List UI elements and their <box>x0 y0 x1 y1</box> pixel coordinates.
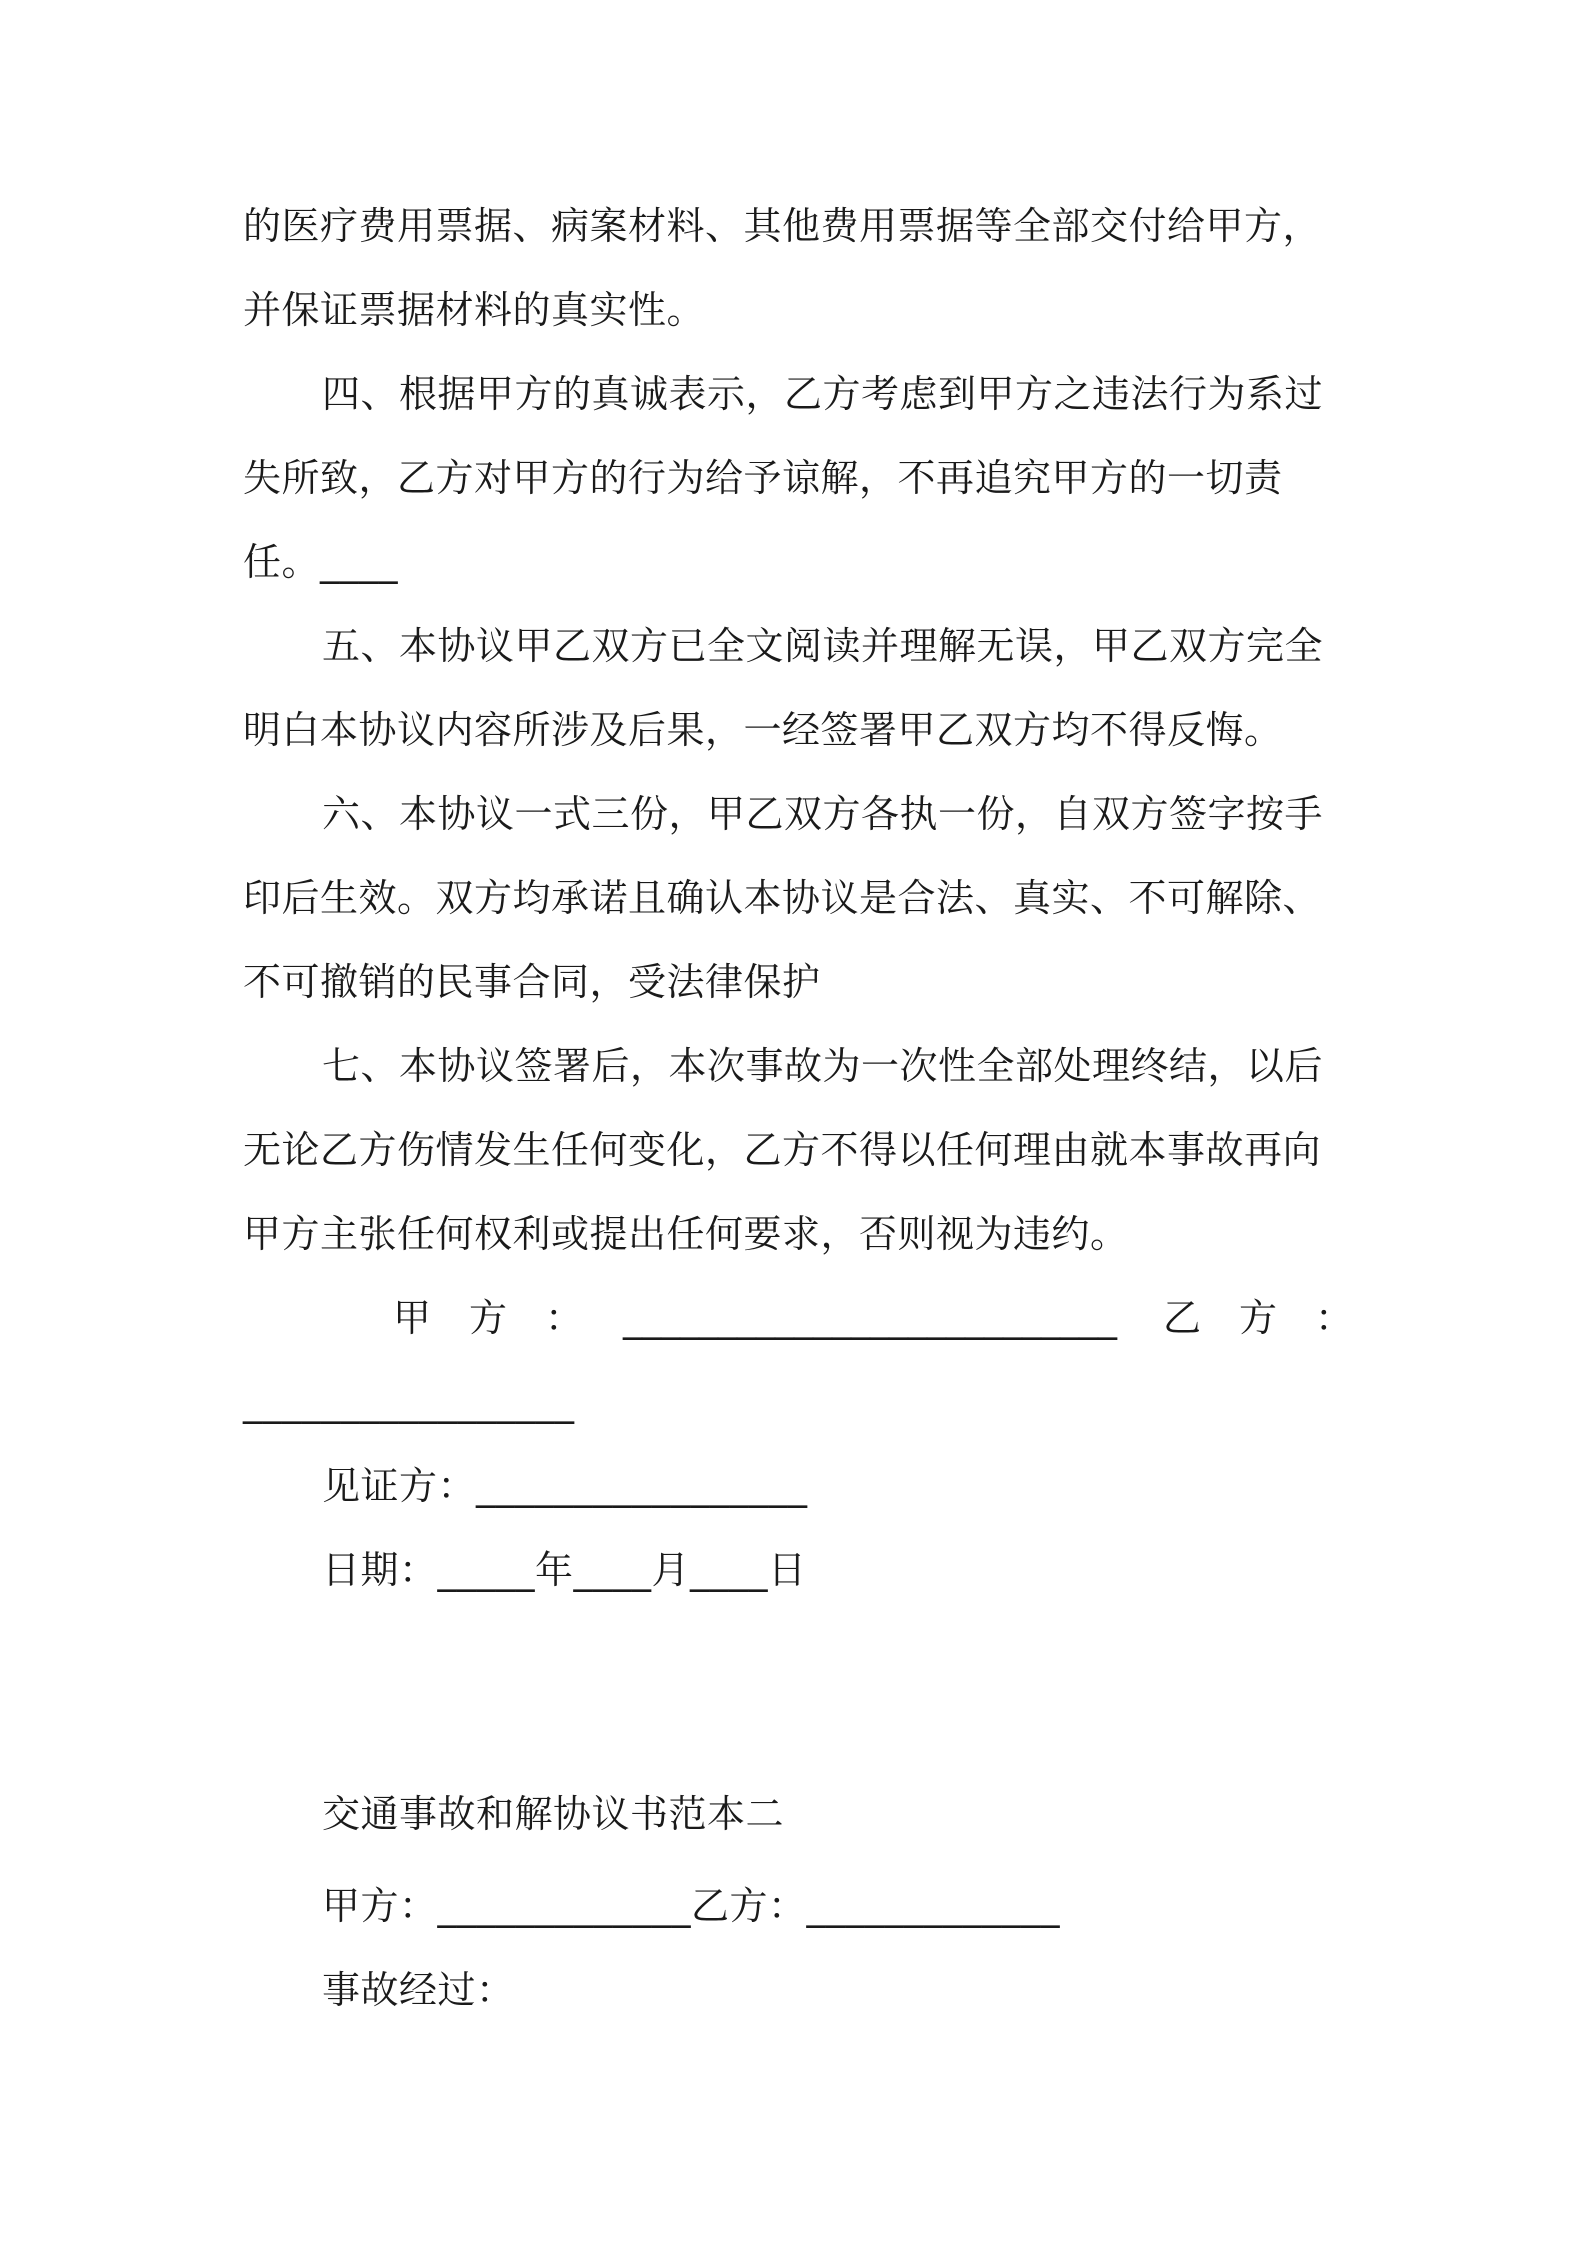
party-b-blank: _________________ <box>243 1380 575 1424</box>
body-line-1: 的医疗费用票据、病案材料、其他费用票据等全部交付给甲方， <box>243 204 1322 248</box>
clause-7-line-1: 七、本协议签署后，本次事故为一次性全部处理终结，以后 <box>322 1044 1324 1088</box>
clause-4-line-1: 四、根据甲方的真诚表示，乙方考虑到甲方之违法行为系过 <box>322 372 1324 416</box>
date-line: 日期：_____年____月____日 <box>322 1548 807 1592</box>
party-signature-row <box>243 1292 1353 1344</box>
clause-6-line-2: 印后生效。双方均承诺且确认本协议是合法、真实、不可解除、 <box>243 876 1322 920</box>
clause-4-line-3: 任。____ <box>243 540 399 584</box>
clause-6-line-3: 不可撤销的民事合同，受法律保护 <box>243 960 821 1004</box>
party-a-label: 甲 方 ： <box>393 1296 584 1340</box>
clause-5-line-2: 明白本协议内容所涉及后果，一经签署甲乙双方均不得反悔。 <box>243 708 1283 752</box>
accident-process-label: 事故经过： <box>322 1968 515 2012</box>
second-template-title: 交通事故和解协议书范本二 <box>322 1792 785 1836</box>
party-b-label: 乙 方 ： <box>1163 1296 1354 1340</box>
party-a-blank: __________________________ <box>623 1296 1117 1340</box>
clause-5-line-1: 五、本协议甲乙双方已全文阅读并理解无误，甲乙双方完全 <box>322 624 1324 668</box>
clause-7-line-3: 甲方主张任何权利或提出任何要求，否则视为违约。 <box>243 1212 1129 1256</box>
clause-6-line-1: 六、本协议一式三份，甲乙双方各执一份，自双方签字按手 <box>322 792 1324 836</box>
second-template-parties: 甲方：_____________乙方：_____________ <box>322 1884 1061 1928</box>
clause-4-line-2: 失所致，乙方对甲方的行为给予谅解，不再追究甲方的一切责 <box>243 456 1283 500</box>
clause-7-line-2: 无论乙方伤情发生任何变化，乙方不得以任何理由就本事故再向 <box>243 1128 1322 1172</box>
witness-line: 见证方：_________________ <box>322 1464 808 1508</box>
body-line-2: 并保证票据材料的真实性。 <box>243 288 706 332</box>
